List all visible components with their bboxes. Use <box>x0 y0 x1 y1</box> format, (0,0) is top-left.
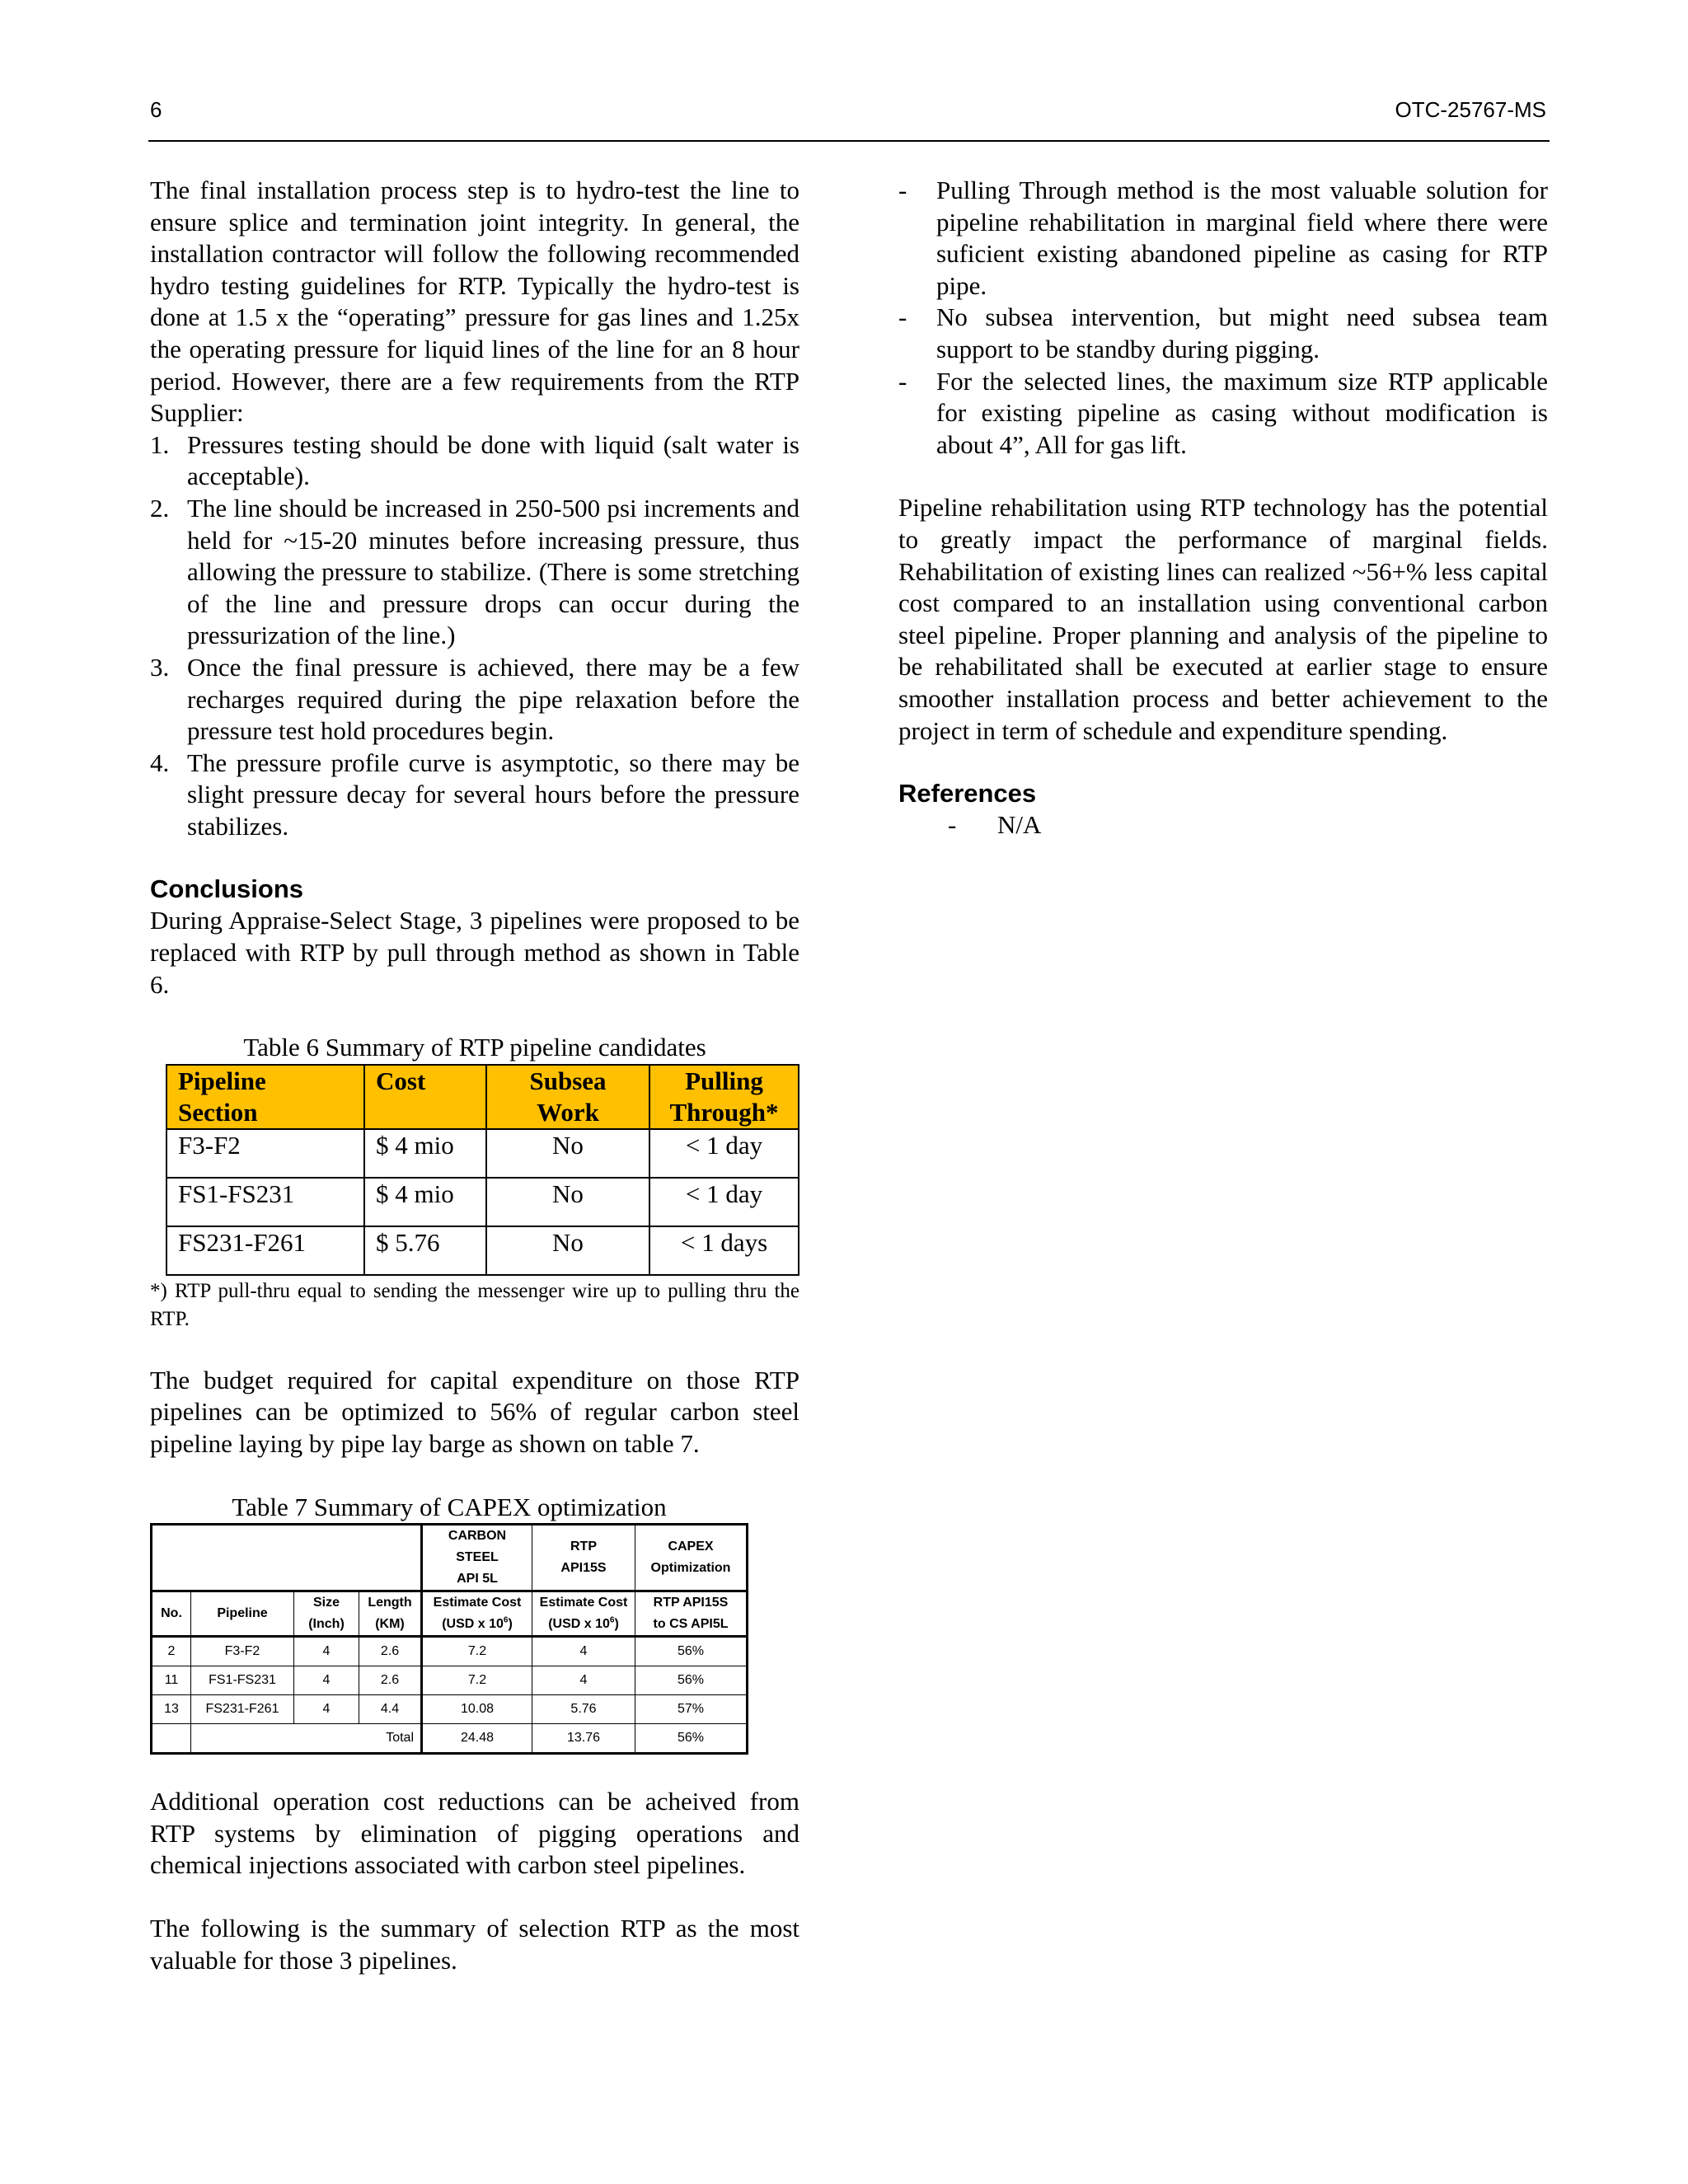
header-carbon-steel: CARBON STEEL API 5L <box>422 1525 532 1591</box>
header-length: Length (KM) <box>359 1591 422 1637</box>
header-pulling-through: Pulling Through* <box>649 1065 799 1129</box>
list-item: 4. The pressure profile curve is asymptotic, so there may be slight pressure decay for several hours before the pressure stabilizes. <box>150 748 799 841</box>
header-rtp: RTP API15S <box>532 1525 635 1591</box>
table-row: FS231-F261 $ 5.76 No < 1 days <box>166 1226 799 1275</box>
additional-cost-paragraph: Additional operation cost reductions can be acheived from RTP systems by elimination of pigging operations and chemical injections associated with carbon steel pipelines. <box>150 1787 799 1880</box>
list-item: 1. Pressures testing should be done with liquid (salt water is acceptable). <box>150 429 799 491</box>
table6-footnote: *) RTP pull-thru equal to sending the messenger wire up to pulling thru the RTP. <box>150 1279 799 1330</box>
reference-item: - N/A <box>948 810 1042 840</box>
table-total-row: Total 24.48 13.76 56% <box>152 1724 748 1754</box>
list-item: - Pulling Through method is the most valuable solution for pipeline rehabilitation in marginal field where there were suficient existing abandoned pipeline as casing for RTP pipe. <box>898 176 1548 300</box>
header-no: No. <box>152 1591 191 1637</box>
table-row: 13 FS231-F261 4 4.4 10.08 5.76 57% <box>152 1695 748 1724</box>
header-capex: CAPEX Optimization <box>635 1525 748 1591</box>
table7-caption: Table 7 Summary of CAPEX optimization <box>232 1492 667 1521</box>
hydrotest-steps <box>150 429 799 843</box>
budget-paragraph: The budget required for capital expenditure on those RTP pipelines can be optimized to 56% of regular carbon steel pipeline laying by pipe lay barge as shown on table 7. <box>150 1365 799 1459</box>
conclusions-heading: Conclusions <box>150 874 304 904</box>
header-rule <box>148 140 1550 142</box>
table-row: FS1-FS231 $ 4 mio No < 1 day <box>166 1178 799 1226</box>
table-row: 11 FS1-FS231 4 2.6 7.2 4 56% <box>152 1666 748 1695</box>
table-row: 2 F3-F2 4 2.6 7.2 4 56% <box>152 1637 748 1666</box>
total-label: Total <box>191 1724 422 1754</box>
table6 <box>166 1064 799 1276</box>
references-heading: References <box>898 779 1037 808</box>
intro-paragraph: The final installation process step is to hydro-test the line to ensure splice and termination joint integrity. In general, the installation contractor will follow the following recommended hydro testing guidelines for RTP. Typically the hydro-test is done at 1.5 x the “operating” pressure for gas lines and 1.25x the operating pressure for liquid lines of the line for an 8 hour period. However, there are a few requirements from the RTP Supplier: <box>150 176 799 428</box>
right-column <box>898 175 1548 841</box>
list-item: 2. The line should be increased in 250-500 psi increments and held for ~15-20 minutes before increasing pressure, thus allowing the pressure to stabilize. (There is some stretching of the line and pressure drops can occur during the pressurization of the line.) <box>150 493 799 650</box>
left-column <box>150 175 799 1976</box>
table7 <box>150 1523 748 1755</box>
summary-intro-paragraph: The following is the summary of selection RTP as the most valuable for those 3 pipelines. <box>150 1914 799 1975</box>
header-cs-estimate-cost: Estimate Cost (USD x $10^6$) <box>422 1591 532 1637</box>
header-optimization: RTP API15S to CS API5L <box>635 1591 748 1637</box>
conclusions-paragraph: During Appraise-Select Stage, 3 pipelines were proposed to be replaced with RTP by pull through method as shown in Table 6. <box>150 906 799 999</box>
header-cost: Cost <box>364 1065 486 1129</box>
list-item: 3. Once the final pressure is achieved, there may be a few recharges required during the pipe relaxation before the pressure test hold procedures begin. <box>150 652 799 746</box>
table-group-header-row <box>152 1525 748 1591</box>
header-pipeline-section: Pipeline Section <box>166 1065 364 1129</box>
empty-header-cell <box>152 1525 422 1591</box>
header-subsea-work: Subsea Work <box>486 1065 649 1129</box>
rehabilitation-paragraph: Pipeline rehabilitation using RTP technology has the potential to greatly impact the performance of marginal fields. Rehabilitation of existing lines can realized ~56+% less capital cost compared to an installation using conventional carbon steel pipeline. Proper planning and analysis of the pipeline to be rehabilitated shall be executed at earlier stage to ensure smoother installation process and better achievement to the project in term of schedule and expenditure spending. <box>898 493 1548 745</box>
table-header-row <box>166 1065 799 1129</box>
paper-id: OTC-25767-MS <box>1395 97 1546 122</box>
page-number: 6 <box>150 97 162 122</box>
header-pipeline: Pipeline <box>191 1591 294 1637</box>
header-size: Size (Inch) <box>294 1591 359 1637</box>
table-row: F3-F2 $ 4 mio No < 1 day <box>166 1129 799 1178</box>
header-rtp-estimate-cost: Estimate Cost (USD x $10^6$) <box>532 1591 635 1637</box>
summary-bullets <box>898 175 1548 461</box>
list-item: - For the selected lines, the maximum size RTP applicable for existing pipeline as casing without modification is about 4”, All for gas lift. <box>898 366 1548 459</box>
list-item: - No subsea intervention, but might need subsea team support to be standby during pigging. <box>898 302 1548 363</box>
table-header-row <box>152 1591 748 1637</box>
table6-caption: Table 6 Summary of RTP pipeline candidates <box>243 1033 706 1062</box>
